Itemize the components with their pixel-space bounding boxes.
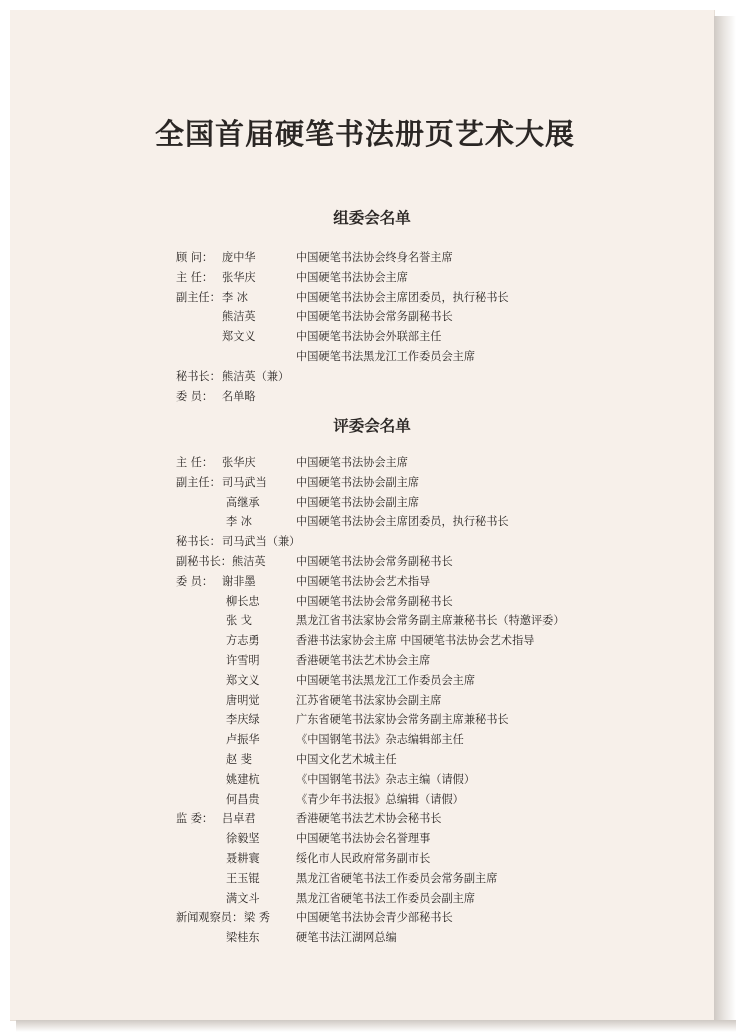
jury-committee-list (176, 453, 696, 948)
roster-row (176, 288, 696, 308)
member-name: 聂耕寰 (226, 851, 260, 865)
member-role: 监 委： (176, 812, 214, 826)
member-name: 司马武当 (222, 475, 267, 489)
member-position: 《中国钢笔书法》杂志主编（请假） (296, 772, 476, 786)
roster-row (176, 307, 696, 327)
member-role: 主 任： (176, 270, 214, 284)
roster-row (176, 849, 696, 869)
member-role: 委 员： (176, 574, 214, 588)
member-position: 《中国钢笔书法》杂志编辑部主任 (296, 733, 464, 747)
member-name: 李庆绿 (226, 713, 260, 727)
roster-row (176, 869, 696, 889)
member-role: 主 任： (176, 456, 214, 469)
member-position: 中国硬笔书法协会常务副秘书长 (296, 310, 453, 324)
roster-row (176, 572, 696, 592)
roster-row (176, 710, 696, 730)
member-position: 黑龙江省硬笔书法工作委员会常务副主席 (296, 871, 498, 885)
member-position: 香港硬笔书法艺术协会秘书长 (296, 812, 442, 826)
member-position: 中国硬笔书法协会主席 (296, 456, 408, 469)
member-name: 李 冰 (226, 515, 252, 529)
member-name: 张 戈 (226, 614, 252, 628)
roster-row (176, 552, 696, 572)
member-position: 江苏省硬笔书法家协会副主席 (296, 693, 442, 707)
member-name: 熊洁英（兼） (222, 369, 290, 383)
roster-row (176, 387, 696, 407)
roster-row (176, 453, 696, 473)
member-name: 梁 秀 (244, 911, 270, 925)
roster-row (176, 790, 696, 810)
member-position: 中国硬笔书法协会副主席 (296, 495, 420, 509)
member-name: 何昌贵 (226, 792, 260, 806)
member-role: 副主任： (176, 475, 221, 489)
member-position: 中国硬笔书法黑龙江工作委员会主席 (296, 349, 476, 363)
member-position: 硬笔书法江湖网总编 (296, 931, 397, 945)
roster-row (176, 671, 696, 691)
roster-row (176, 908, 696, 928)
member-name: 梁桂东 (226, 931, 260, 945)
member-position: 中国硬笔书法协会主席团委员，执行秘书长 (296, 515, 509, 529)
member-name: 李 冰 (222, 290, 248, 304)
member-name: 熊洁英 (222, 310, 256, 324)
member-name: 庞中华 (222, 251, 256, 264)
member-name: 郑文义 (226, 673, 260, 687)
member-position: 香港硬笔书法艺术协会主席 (296, 653, 431, 667)
member-name: 满文斗 (226, 891, 260, 905)
member-role: 顾 问： (176, 251, 214, 264)
roster-row (176, 809, 696, 829)
document-title: 全国首届硬笔书法册页艺术大展 (154, 117, 575, 151)
member-role: 副秘书长： (176, 554, 232, 568)
roster-row (176, 327, 696, 347)
member-name: 赵 斐 (226, 752, 252, 766)
member-name: 名单略 (222, 389, 256, 403)
roster-row (176, 651, 696, 671)
roster-row (176, 592, 696, 612)
member-name: 徐毅坚 (226, 832, 260, 846)
roster-row (176, 473, 696, 493)
member-role: 秘书长： (176, 369, 221, 383)
roster-row (176, 493, 696, 513)
member-name: 许雪明 (226, 653, 260, 667)
member-position: 中国硬笔书法协会外联部主任 (296, 330, 442, 344)
roster-row (176, 631, 696, 651)
member-position: 广东省硬笔书法家协会常务副主席兼秘书长 (296, 713, 509, 727)
roster-row (176, 928, 696, 948)
roster-row (176, 829, 696, 849)
member-position: 中国硬笔书法协会终身名誉主席 (296, 251, 453, 264)
organizing-committee-list (176, 248, 696, 406)
member-name: 张华庆 (222, 270, 256, 284)
roster-row (176, 532, 696, 552)
member-position: 《青少年书法报》总编辑（请假） (296, 792, 464, 806)
member-position: 中国硬笔书法协会常务副秘书长 (296, 594, 453, 608)
member-position: 中国硬笔书法协会艺术指导 (296, 574, 431, 588)
organizing-committee-heading: 组委会名单 (333, 208, 411, 227)
member-position: 黑龙江省硬笔书法工作委员会副主席 (296, 891, 476, 905)
member-name: 卢振华 (226, 733, 260, 747)
jury-committee-heading: 评委会名单 (333, 416, 411, 435)
member-position: 香港书法家协会主席 中国硬笔书法协会艺术指导 (296, 634, 535, 648)
page-shadow-bottom (16, 1020, 736, 1032)
member-name: 吕卓君 (222, 812, 256, 826)
member-name: 郑文义 (222, 330, 256, 344)
member-name: 熊洁英 (232, 554, 266, 568)
member-position: 中国硬笔书法协会青少部秘书长 (296, 911, 453, 925)
roster-row (176, 347, 696, 367)
roster-row (176, 730, 696, 750)
member-position: 中国硬笔书法协会常务副秘书长 (296, 554, 453, 568)
member-role: 秘书长： (176, 535, 221, 549)
member-name: 柳长忠 (226, 594, 260, 608)
member-position: 中国硬笔书法协会名誉理事 (296, 832, 431, 846)
member-name: 谢非墨 (222, 574, 256, 588)
member-name: 张华庆 (222, 456, 256, 469)
roster-row (176, 248, 696, 268)
member-name: 高继承 (226, 495, 260, 509)
roster-row (176, 512, 696, 532)
roster-row (176, 691, 696, 711)
member-name: 姚建杭 (226, 772, 260, 786)
member-role: 委 员： (176, 389, 214, 403)
member-position: 绥化市人民政府常务副市长 (296, 851, 431, 865)
page-shadow-right (714, 16, 736, 1030)
member-role: 副主任： (176, 290, 221, 304)
member-position: 黑龙江省书法家协会常务副主席兼秘书长（特邀评委） (296, 614, 565, 628)
member-position: 中国硬笔书法黑龙江工作委员会主席 (296, 673, 476, 687)
member-name: 司马武当（兼） (222, 535, 301, 549)
roster-row (176, 611, 696, 631)
member-position: 中国硬笔书法协会主席团委员，执行秘书长 (296, 290, 509, 304)
member-position: 中国文化艺术城主任 (296, 752, 397, 766)
member-name: 方志勇 (226, 634, 260, 648)
roster-row (176, 889, 696, 909)
member-position: 中国硬笔书法协会主席 (296, 270, 408, 284)
member-role: 新闻观察员： (176, 911, 244, 925)
member-position: 中国硬笔书法协会副主席 (296, 475, 420, 489)
member-name: 唐明觉 (226, 693, 260, 707)
roster-row (176, 367, 696, 387)
roster-row (176, 268, 696, 288)
roster-row (176, 750, 696, 770)
member-name: 王玉锟 (226, 871, 260, 885)
roster-row (176, 770, 696, 790)
